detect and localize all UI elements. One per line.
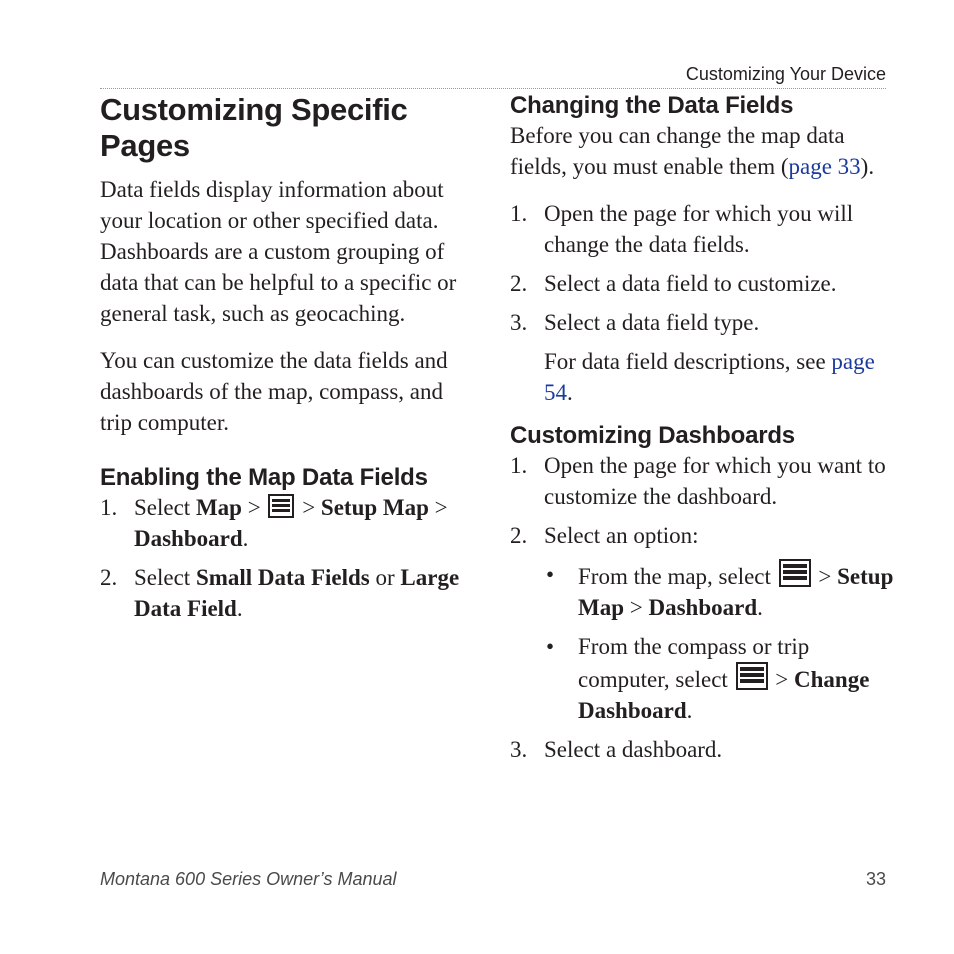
running-header: Customizing Your Device bbox=[685, 64, 886, 84]
enable-steps-list bbox=[100, 492, 480, 624]
page-title: Customizing Specific Pages bbox=[100, 92, 408, 163]
change-step-1 bbox=[510, 198, 900, 260]
ui-term-dashboard: Dashboard bbox=[134, 526, 243, 551]
enable-step-1 bbox=[100, 492, 480, 554]
ui-term-setup-map: Setup Map bbox=[578, 564, 894, 620]
intro-text: Before you can change the map data fields, you must enable them ( bbox=[510, 123, 845, 179]
change-section-heading: Changing the Data Fields bbox=[510, 92, 794, 119]
dash-steps-list bbox=[510, 450, 900, 765]
option-text: From the map, select bbox=[578, 564, 777, 589]
change-step-3 bbox=[510, 307, 900, 408]
dash-section-heading: Customizing Dashboards bbox=[510, 422, 795, 449]
dash-option-map bbox=[544, 559, 900, 623]
left-column bbox=[100, 92, 480, 632]
punctuation: . bbox=[567, 380, 573, 405]
change-steps-list bbox=[510, 198, 900, 408]
ui-term-large-data-field: Large Data Field bbox=[134, 565, 460, 621]
ui-term-dashboard: Dashboard bbox=[648, 595, 758, 620]
step-number: 1. bbox=[510, 453, 528, 478]
step-text: or bbox=[369, 565, 401, 590]
note-text: For data field descriptions, see bbox=[544, 349, 832, 374]
separator: > bbox=[296, 495, 321, 520]
step-number: 2. bbox=[510, 523, 528, 548]
header-divider bbox=[100, 88, 886, 89]
enable-step-2 bbox=[100, 562, 480, 624]
dash-step-2 bbox=[510, 520, 900, 726]
ui-term-setup-map: Setup Map bbox=[320, 495, 429, 520]
enable-section-heading: Enabling the Map Data Fields bbox=[100, 464, 428, 491]
menu-icon bbox=[736, 662, 768, 690]
right-column bbox=[510, 92, 900, 773]
step-text: Select an option: bbox=[544, 523, 699, 548]
change-step-2 bbox=[510, 268, 900, 299]
punctuation: . bbox=[757, 595, 763, 620]
separator: > bbox=[428, 495, 448, 520]
page-54-link[interactable]: page 54 bbox=[544, 349, 875, 405]
separator: > bbox=[241, 495, 267, 520]
step-number: 3. bbox=[510, 310, 528, 335]
step-number: 2. bbox=[510, 271, 528, 296]
step-text: Select a data field type. bbox=[544, 310, 760, 335]
option-text: From the compass or trip computer, select bbox=[578, 634, 810, 692]
menu-icon bbox=[779, 559, 811, 587]
bullet: • bbox=[546, 634, 555, 659]
dash-step-3 bbox=[510, 734, 900, 765]
step-text: Select a data field to customize. bbox=[544, 271, 837, 296]
ui-term-small-data-fields: Small Data Fields bbox=[195, 565, 370, 590]
intro-paragraph-1: Data fields display information about your location or other specified data. Dashboards are a custom grouping of data that can be helpful to a specific or general task, such as geocaching. bbox=[100, 177, 457, 326]
step-text: Select a dashboard. bbox=[544, 737, 723, 762]
intro-text: ). bbox=[860, 154, 875, 179]
step-text: Select bbox=[134, 495, 196, 520]
ui-term-map: Map bbox=[195, 495, 242, 520]
punctuation: . bbox=[242, 526, 249, 551]
bullet: • bbox=[546, 562, 555, 587]
footer-manual-title: Montana 600 Series Owner’s Manual bbox=[100, 869, 397, 889]
step-number: 2. bbox=[100, 565, 118, 590]
separator: > bbox=[812, 564, 838, 589]
step-number: 1. bbox=[100, 495, 118, 520]
separator: > bbox=[624, 595, 649, 620]
step-text: Open the page for which you will change the data fields. bbox=[544, 201, 854, 257]
dash-option-compass bbox=[544, 631, 900, 726]
punctuation: . bbox=[686, 698, 693, 723]
step-text: Open the page for which you want to customize the dashboard. bbox=[544, 453, 886, 509]
step-number: 1. bbox=[510, 201, 528, 226]
separator: > bbox=[769, 667, 795, 692]
change-intro bbox=[510, 120, 900, 182]
step-text: Select bbox=[134, 565, 196, 590]
intro-paragraph-2: You can customize the data fields and dashboards of the map, compass, and trip computer. bbox=[100, 348, 448, 435]
ui-term-change-dashboard: Change Dashboard bbox=[578, 667, 870, 723]
footer-page-number: 33 bbox=[865, 869, 886, 889]
punctuation: . bbox=[236, 596, 243, 621]
step-3-note bbox=[544, 346, 900, 408]
dash-options-list bbox=[544, 559, 900, 726]
menu-icon bbox=[268, 494, 294, 518]
page-33-link[interactable]: page 33 bbox=[788, 154, 861, 179]
dash-step-1 bbox=[510, 450, 900, 512]
step-number: 3. bbox=[510, 737, 528, 762]
